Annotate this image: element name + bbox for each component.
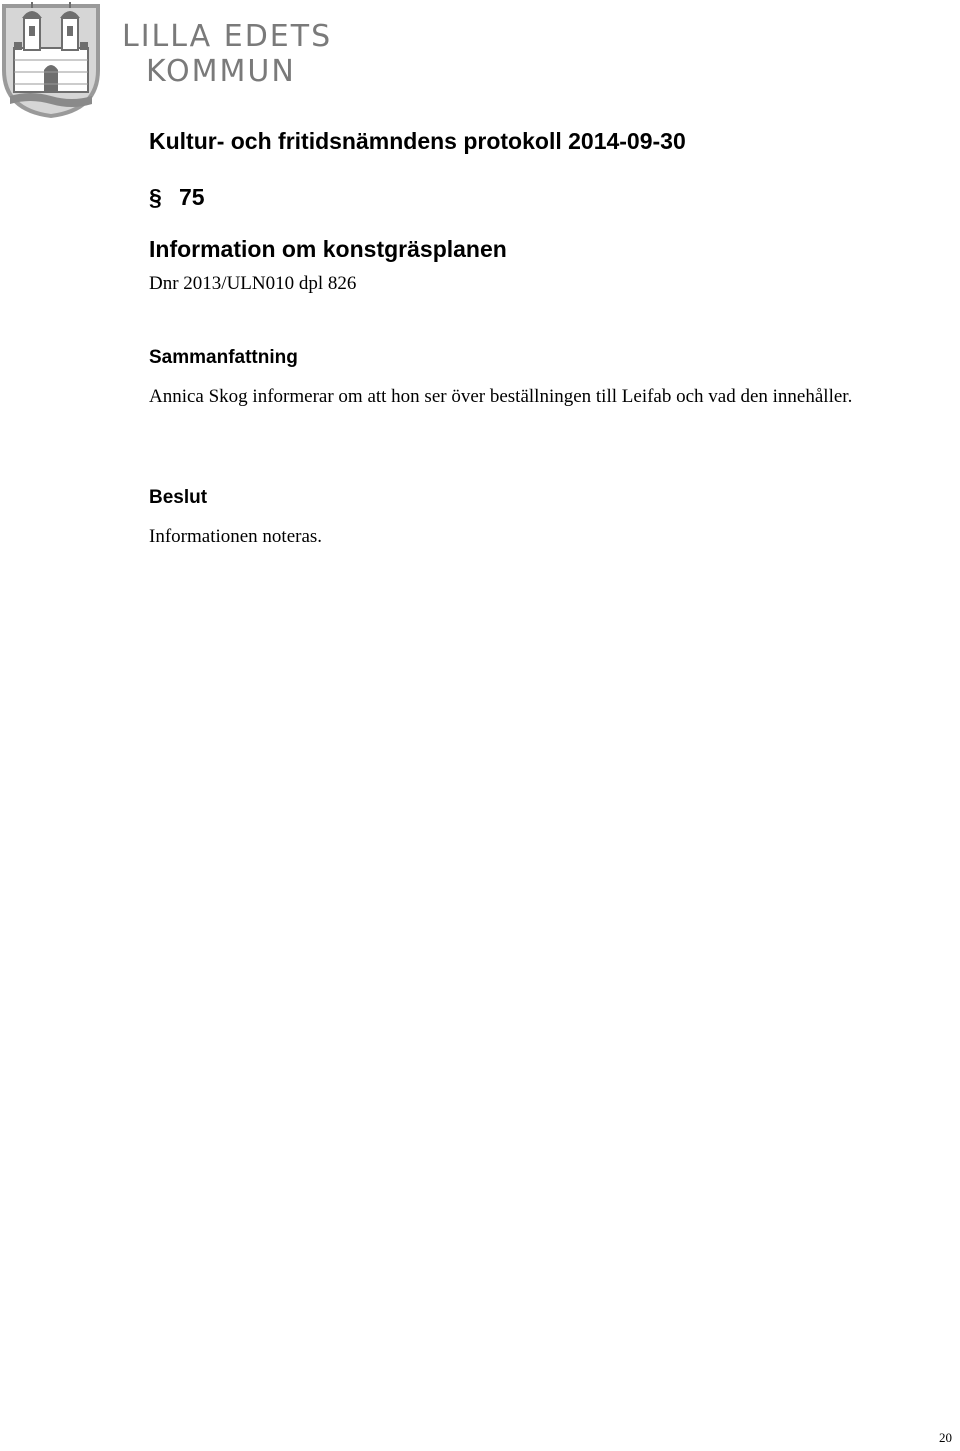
decision-heading: Beslut bbox=[149, 487, 208, 508]
logo-line2: KOMMUN bbox=[146, 54, 296, 89]
section-reference bbox=[149, 180, 205, 214]
item-title: Information om konstgräsplanen bbox=[149, 236, 507, 262]
decision-text: Informationen noteras. bbox=[149, 526, 323, 547]
coat-of-arms-icon bbox=[0, 0, 333, 122]
page-title: Kultur- och fritidsnämndens protokoll 2014-09-30 bbox=[149, 128, 686, 154]
header-logo bbox=[0, 0, 333, 122]
logo-line1: LILLA EDETS bbox=[122, 19, 333, 54]
summary-heading: Sammanfattning bbox=[149, 347, 298, 368]
section-number: 75 bbox=[179, 184, 205, 210]
page-number: 20 bbox=[939, 1430, 952, 1445]
diary-number: Dnr 2013/ULN010 dpl 826 bbox=[149, 273, 357, 294]
section-sign: § bbox=[149, 184, 162, 210]
summary-text: Annica Skog informerar om att hon ser över beställningen till Leifab och vad den innehåller. bbox=[149, 386, 853, 407]
